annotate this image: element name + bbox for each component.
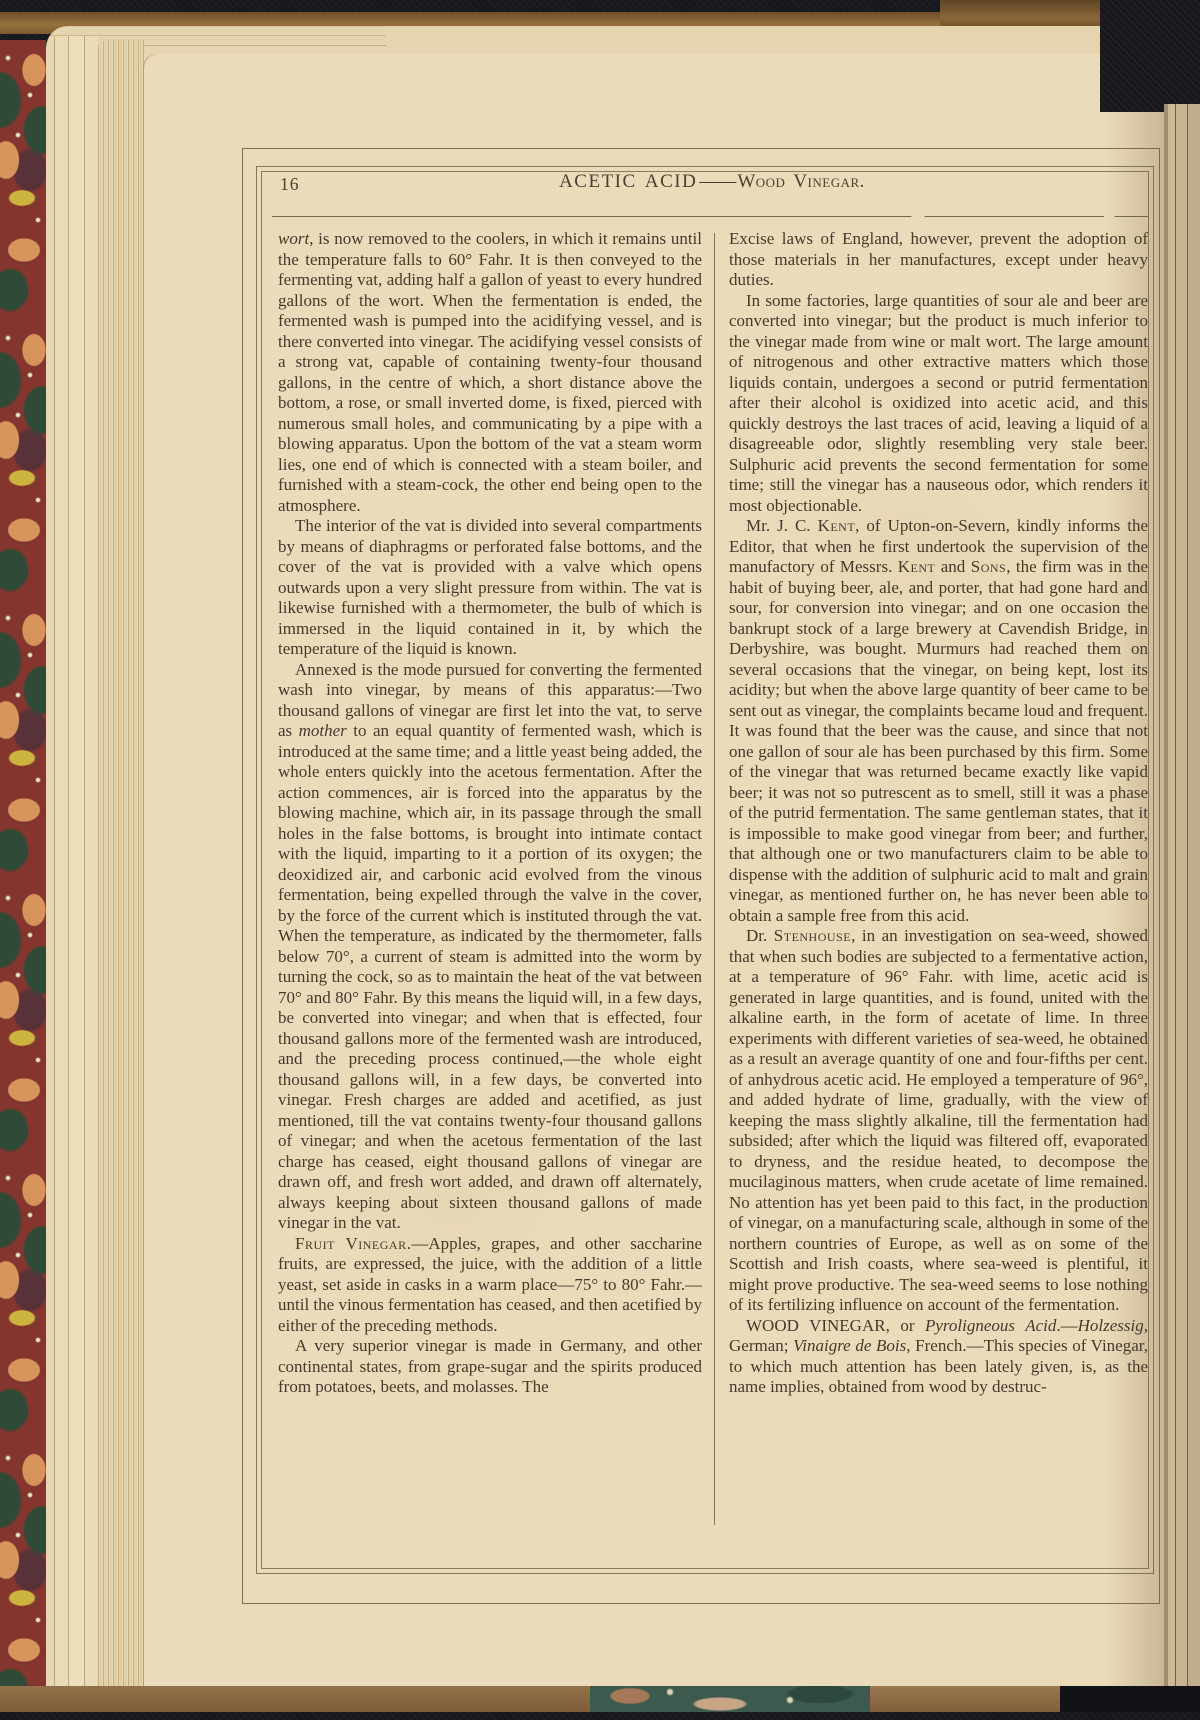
body-text: Mr. J. C. [746,516,818,535]
paragraph [729,229,1148,291]
small-caps-text: Kent [897,557,936,576]
body-text: , the firm was in the habit of buying beer, ale, and porter, that had gone hard and sour, for conversion into vinegar; and on one occasion the bankrupt stock of a large brewery at Cavendish Bridge, in Derbyshire, was bought. Murmurs had reached them on several occasions that the vinegar, on being kept, lost its acidity; but when the above large quantity of beer came to be sent out as vinegar, the complaints became loud and frequent. It was found that the beer was the cause, and since that not one gallon of sour ale has been purchased by this firm. Some of the vinegar that was returned became exactly like vapid beer; it was not so putrescent as to smell, still it was a phase of the putrid fermentation. The same gentleman states, that it is impossible to make good vinegar from beer; and further, that although one or two manufacturers claim to be able to dispense with the addition of sulphuric acid to malt and grain vinegar, as mentioned further on, he has never been able to obtain a sample free from this acid. [729,557,1148,925]
running-head-left: ACETIC ACID [559,171,698,192]
italic-text: Pyroligneous Acid [924,1315,1057,1335]
paragraph [729,1316,1148,1398]
small-caps-text: Stenhouse [773,926,852,945]
running-head-separator: —— [699,171,736,192]
italic-text: wort [278,229,310,248]
body-text: , German; [729,1315,1148,1355]
header-rule [272,216,1148,217]
paragraph [278,516,702,660]
page-fore-edge-striation [98,40,144,1688]
paragraph [729,516,1148,926]
body-text: WOOD VINEGAR, or [746,1315,925,1335]
bottom-cover-cloth [1060,1686,1200,1712]
body-text: —Apples, grapes, and other saccharine fruits, are expressed, the juice, with the addition of a little yeast, set aside in casks in a warm place—75° to 80° Fahr.—until the vinous fermentation has ceased, and then acetified by either of the preceding methods. [278,1233,702,1335]
body-text: , in an investigation on sea-weed, showed that when such bodies are subjected to a fermentative action, at a temperature of 96° Fahr. with lime, acetic acid is generated in large quantities, and is found, united with the alkaline earth, in the form of acetate of lime. In three experiments with different varieties of sea-weed, he obtained as a result an average quantity of one and four-fifths per cent. of anhydrous acetic acid. He employed a temperature of 96°, and added hydrate of lime, gradually, with the view of keeping the mass slightly alkaline, till the fermentation had subsided; after which the liquid was filtered off, evaporated to dryness, and the residue heated, to decompose the mucilaginous matters, when crude acetate of lime remained. No attention has yet been paid to this fact, in the production of vinegar, on a manufacturing scale, although in some of the northern countries of Europe, as well as on some of the Scottish and Irish coasts, where sea-weed is plentiful, it might prove productive. The sea-weed seems to lose nothing of its fertilizing influence on account of the fermentation. [729,926,1148,1314]
body-text: A very superior vinegar is made in Germany, and other continental states, from grape-sugar and the spirits produced from potatoes, beets, and molasses. The [278,1336,702,1396]
body-text: Excise laws of England, however, prevent the adoption of those materials in her manufactures, except under heavy duties. [729,229,1148,289]
bottom-cover-band [0,1686,1200,1712]
text-column-left [278,229,702,1531]
body-text: Annexed is the mode pursued for converting the fermented wash into vinegar, by means of this apparatus:—Two thousand gallons of vinegar are first let into the vat, to serve as [278,659,702,740]
gutter-facing-page [1164,104,1200,1692]
page-number: 16 [280,174,300,194]
body-text: .— [1056,1315,1078,1335]
small-caps-text: Fruit Vinegar. [295,1233,412,1253]
page-stack-edge-lines [46,36,98,1688]
column-divider [714,233,715,1525]
paragraph [278,1336,702,1398]
body-text: Dr. [746,926,774,945]
paragraph [729,291,1148,517]
body-text: , of Upton-on-Severn, kindly informs the Editor, that when he first undertook the supervision of the manufactory of Messrs. [729,516,1148,576]
bottom-leather-right [870,1686,1060,1712]
marbled-endpaper [0,40,46,1690]
body-text: The interior of the vat is divided into several compartments by means of diaphragms or perforated false bottoms, and the cover of the vat is provided with a valve which opens outwards upon a very slight pressure from within. The vat is likewise furnished with a thermometer, the bulb of which is immersed in the liquid contained in it, by which the temperature of the liquid is known. [278,516,702,658]
cover-cloth-corner [1100,0,1200,112]
small-caps-text: Sons [970,557,1007,576]
bottom-leather-left [0,1686,590,1712]
body-text: and [935,557,971,576]
body-text: , French.—This species of Vinegar, to which much attention has been lately given, is, as the name implies, obtained from wood by destruc- [729,1336,1148,1396]
paragraph [278,229,702,516]
body-text: to an equal quantity of fermented wash, which is introduced at the same time; and a little yeast being added, the whole enters quickly into the acetous fermentation. After the action commences, air is forced into the apparatus by the blowing machine, which air, in its passage through the small holes in the false bottoms, is brought into intimate contact with the liquid, imparting to it a portion of its oxygen; the deoxidized air, and carbonic acid evolved from the vinous fermentation, being expelled through the valve in the cover, by the force of the current which is instituted through the vat. When the temperature, as indicated by the thermometer, falls below 70°, a current of steam is admitted into the worm by turning the cock, so as to maintain the heat of the vat between 70° and 80° Fahr. By this means the liquid will, in a few days, be converted into vinegar; and when that is effected, four thousand gallons more of the fermented wash are introduced, and the preceding process continued,—the whole eight thousand gallons will, in a few days, be converted into vinegar. Fresh charges are added and acetified, as just mentioned, till the vat contains twenty-four thousand gallons of vinegar; and when the acetous fermentation of the last charge has ceased, eight thousand gallons of vinegar are drawn off, and fresh wort added, and drawn off alternately, always keeping about sixteen thousand gallons of made vinegar in the vat. [278,721,702,1232]
paragraph [278,1234,702,1337]
body-text: In some factories, large quantities of sour ale and beer are converted into vinegar; but the product is much inferior to the vinegar made from wine or malt wort. The large amount of nitrogenous and other extractive matters which those liquids contain, undergoes a second or putrid fermentation after their alcohol is oxidized into acetic acid, and this quickly destroys the last traces of acid, leaving a liquid of a disagreeable odor, slightly resembling very stale beer. Sulphuric acid prevents the second fermentation for some time; still the vinegar has a nauseous odor, which renders it most objectionable. [729,290,1148,515]
text-column-right [729,229,1148,1531]
italic-text: Holzessig [1077,1315,1144,1335]
running-head [278,171,1146,193]
italic-text: mother [298,721,347,740]
small-caps-text: Kent [817,516,856,535]
running-head-right: Wood Vinegar. [737,171,865,192]
paragraph [729,926,1148,1316]
body-text: , is now removed to the coolers, in which it remains until the temperature falls to 60° Fahr. It is then conveyed to the fermenting vat, adding half a gallon of yeast to every hundred gallons of the wort. When the fermentation is ended, the fermented wash is pumped into the acidifying vessel, and is there converted into vinegar. The acidifying vessel consists of a strong vat, capable of containing twenty-four thousand gallons, in the centre of which, a short distance above the bottom, a rose, or small inverted dome, is fixed, pierced with numerous small holes, and communicating by a pipe with a blowing apparatus. Upon the bottom of the vat a steam worm lies, one end of which is connected with a steam boiler, and furnished with a steam-cock, the other end being open to the atmosphere. [278,229,702,515]
bottom-marbled-patch [590,1686,870,1712]
paragraph [278,660,702,1234]
italic-text: Vinaigre de Bois [793,1336,907,1355]
